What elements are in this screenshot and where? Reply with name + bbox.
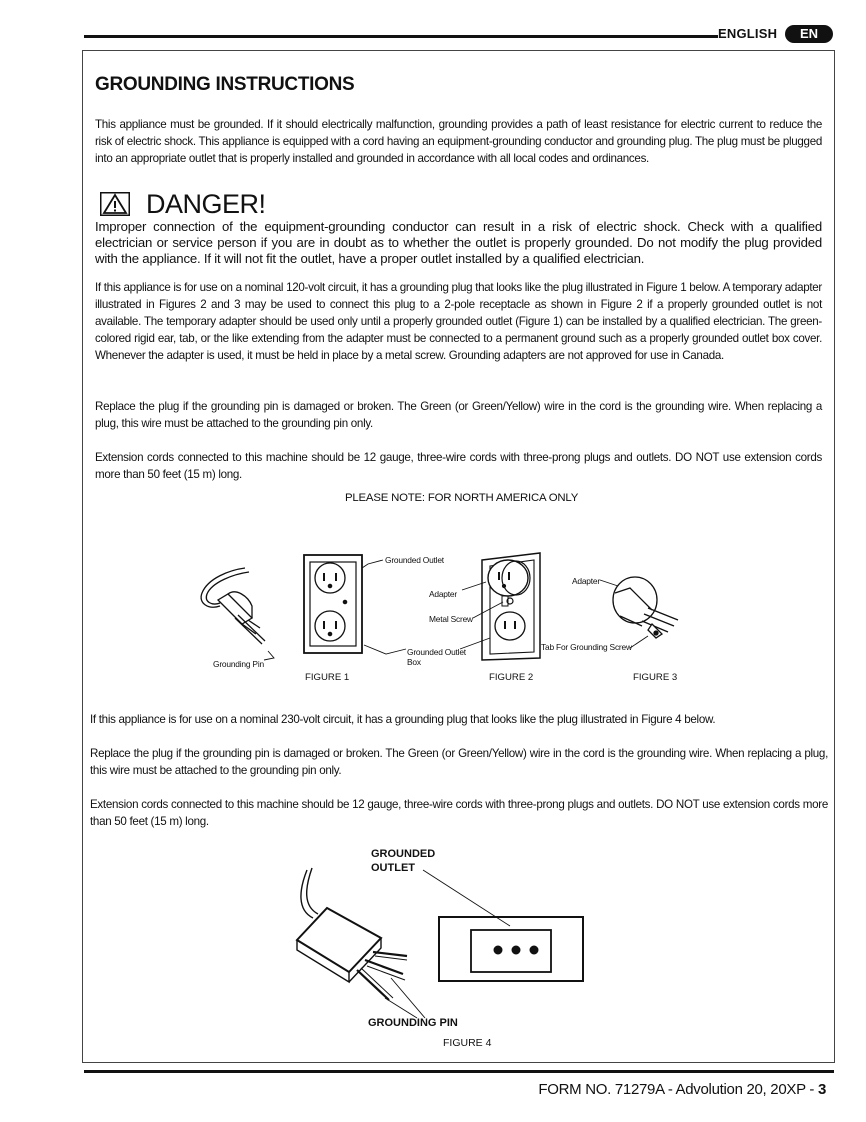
header-rule [84,35,718,38]
label-grounded-outlet-box: Grounded Outlet Box [407,647,466,667]
figure4-outlet [439,917,583,981]
figure4-plug [297,868,510,1018]
figure3-caption: FIGURE 3 [633,672,678,683]
figure1-caption: FIGURE 1 [305,672,350,683]
paragraph-230v-2: Replace the plug if the grounding pin is damaged or broken. The Green (or Green/Yellow) wire in the cord is the grounding wire. When replacing a plug, this wire must be attached to the grounding pin only. [90,747,828,777]
intro-paragraph: This appliance must be grounded. If it should electrically malfunction, grounding provides a path of least resistance for electric current to reduce the risk of electric shock. This appliance is equipped with a cord having an equipment-grounding conductor and grounding plug. The plug must be plugged into an appropriate outlet that is properly installed and grounded in accordance with all local codes and ordinances. [95,118,822,165]
figure2-outlet [460,553,540,660]
figure2-caption: FIGURE 2 [489,672,534,683]
label-grounding-pin-fig4: GROUNDING PIN [368,1017,458,1029]
paragraph-230v-3: Extension cords connected to this machine should be 12 gauge, three-wire cords with three-prong plugs and outlets. DO NOT use extension cords more than 50 feet (15 m) long. [90,798,828,828]
danger-title: DANGER! [146,189,266,219]
figure3-adapter [600,577,678,648]
label-grounded-outlet-fig4: GROUNDED OUTLET [371,848,436,874]
figure1-outlet [264,555,406,660]
paragraph-120v-1: If this appliance is for use on a nominal 120-volt circuit, it has a grounding plug that looks like the plug illustrated in Figure 1 below. A temporary adapter illustrated in Figures 2 and 3 may be used to connect this plug to a 2-pole receptacle as shown in Figure 2 if a properly grounded outlet is not available. The temporary adapter should be used only until a properly grounded outlet (Figure 1) can be installed by a qualified electrician. The green-colored rigid ear, tab, or the like extending from the adapter must be connected to a permanent ground such as a properly grounded outlet box cover. Whenever the adapter is used, it must be held in place by a metal screw. Grounding adapters are not approved for use in Canada. [95,281,822,362]
danger-text: Improper connection of the equipment-grounding conductor can result in a risk of electric shock. Check with a qualified electrician or service person if you are in doubt as to whether the outlet is properly grounded. Do not modify the plug provided with the appliance. If it will not fit the outlet, have a proper outlet installed by a qualified electrician. [95,219,822,266]
label-adapter-fig3: Adapter [572,576,600,586]
language-badge: EN [785,25,833,43]
language-label: ENGLISH [718,26,778,41]
label-grounding-pin-fig1: Grounding Pin [213,659,264,669]
footer-form-number: FORM NO. 71279A - Advolution 20, 20XP - 3 [538,1081,826,1098]
figure4-illustration [285,860,615,1020]
paragraph-120v-3: Extension cords connected to this machine should be 12 gauge, three-wire cords with three-prong plugs and outlets. DO NOT use extension cords more than 50 feet (15 m) long. [95,451,822,481]
north-america-note: PLEASE NOTE: FOR NORTH AMERICA ONLY [345,492,579,504]
label-adapter-fig2: Adapter [429,589,457,599]
page-title: GROUNDING INSTRUCTIONS [95,74,355,95]
label-grounded-outlet: Grounded Outlet [385,555,444,565]
figure1-plug [201,568,265,644]
label-tab-grounding-screw: Tab For Grounding Screw [541,642,632,652]
warning-icon [100,192,130,216]
paragraph-230v-1: If this appliance is for use on a nominal 230-volt circuit, it has a grounding plug that looks like the plug illustrated in Figure 4 below. [90,713,716,726]
paragraph-120v-2: Replace the plug if the grounding pin is damaged or broken. The Green (or Green/Yellow) wire in the cord is the grounding wire. When replacing a plug, this wire must be attached to the grounding pin only. [95,400,822,430]
footer-rule [84,1070,834,1073]
page-number: 3 [817,1081,826,1098]
figure4-caption: FIGURE 4 [443,1037,492,1049]
label-metal-screw: Metal Screw [429,614,473,624]
